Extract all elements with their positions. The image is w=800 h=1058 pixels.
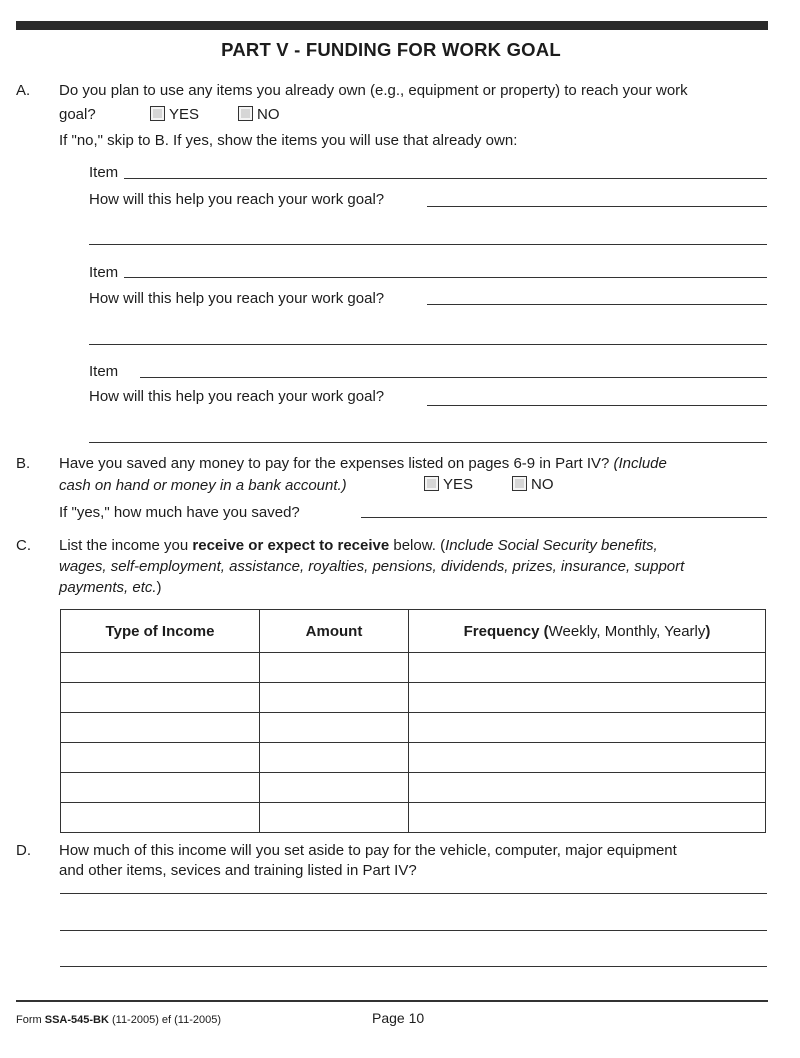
- help-field[interactable]: [427, 405, 767, 406]
- no-checkbox[interactable]: [512, 476, 527, 491]
- amount-cell[interactable]: [260, 743, 409, 773]
- income-table-row: [61, 653, 766, 683]
- amount-cell[interactable]: [260, 713, 409, 743]
- frequency-cell[interactable]: [409, 773, 766, 803]
- yes-checkbox[interactable]: [150, 106, 165, 121]
- section-a-instruction: If "no," skip to B. If yes, show the items you will use that already own:: [59, 132, 518, 149]
- section-b-question-note: (Include: [613, 455, 667, 472]
- section-b-question-text: Have you saved any money to pay for the expenses listed on pages 6-9 in Part IV?: [59, 455, 610, 472]
- section-c-letter: C.: [16, 537, 31, 554]
- header-rule: [16, 21, 768, 30]
- section-b-letter: B.: [16, 455, 31, 472]
- item-field[interactable]: [140, 377, 767, 378]
- section-c-text: List the income you: [59, 537, 193, 554]
- section-b-followup: If "yes," how much have you saved?: [59, 504, 300, 521]
- section-d-letter: D.: [16, 842, 31, 859]
- form-prefix: Form: [16, 1014, 45, 1026]
- income-type-cell[interactable]: [61, 683, 260, 713]
- amount-saved-field[interactable]: [361, 517, 767, 518]
- yes-checkbox[interactable]: [424, 476, 439, 491]
- income-table-row: [61, 713, 766, 743]
- col-frequency-label: Frequency (: [463, 622, 549, 640]
- yes-label: YES: [443, 476, 474, 493]
- section-a-question-line1: Do you plan to use any items you already own (e.g., equipment or property) to reach your work: [59, 82, 688, 99]
- income-type-cell[interactable]: [61, 743, 260, 773]
- section-c-line3: [59, 577, 162, 598]
- answer-line[interactable]: [60, 966, 767, 967]
- item-field[interactable]: [124, 178, 767, 179]
- page-title: PART V - FUNDING FOR WORK GOAL: [221, 39, 561, 60]
- income-type-cell[interactable]: [61, 803, 260, 833]
- section-c-line2: wages, self-employment, assistance, royalties, pensions, dividends, prizes, insurance, support: [59, 558, 685, 575]
- section-b-question-line2: cash on hand or money in a bank account.): [59, 477, 347, 494]
- frequency-cell[interactable]: [409, 713, 766, 743]
- income-table-body: [61, 653, 766, 833]
- amount-cell[interactable]: [260, 773, 409, 803]
- col-frequency-close: ): [705, 622, 711, 640]
- help-field[interactable]: [427, 304, 767, 305]
- col-type-of-income: Type of Income: [61, 610, 260, 653]
- answer-line[interactable]: [60, 893, 767, 894]
- item-field[interactable]: [124, 277, 767, 278]
- help-label: How will this help you reach your work goal?: [89, 290, 385, 307]
- help-field[interactable]: [427, 206, 767, 207]
- section-b-question-line1: [59, 453, 667, 474]
- income-table-row: [61, 683, 766, 713]
- help-field-continued[interactable]: [89, 442, 767, 443]
- page-number: Page 10: [372, 1010, 425, 1026]
- section-c-text: ): [156, 579, 162, 596]
- form-revision: (11-2005) ef (11-2005): [108, 1014, 222, 1026]
- income-table: [60, 609, 766, 833]
- income-type-cell[interactable]: [61, 713, 260, 743]
- section-a-yes-option[interactable]: [150, 104, 199, 125]
- section-d-question-line1: How much of this income will you set aside to pay for the vehicle, computer, major equipment: [59, 842, 677, 859]
- help-field-continued[interactable]: [89, 244, 767, 245]
- section-d-question-line2: and other items, sevices and training listed in Part IV?: [59, 862, 417, 879]
- form-number: [16, 1014, 221, 1026]
- section-c-text: below. (: [389, 537, 446, 554]
- no-checkbox[interactable]: [238, 106, 253, 121]
- item-label: Item: [89, 164, 119, 181]
- income-table-row: [61, 773, 766, 803]
- amount-cell[interactable]: [260, 653, 409, 683]
- section-c-note: Include Social Security benefits,: [445, 537, 658, 554]
- form-id: SSA-545-BK: [44, 1014, 109, 1026]
- item-label: Item: [89, 363, 119, 380]
- income-type-cell[interactable]: [61, 773, 260, 803]
- section-b-yes-option[interactable]: [424, 474, 473, 495]
- frequency-cell[interactable]: [409, 683, 766, 713]
- answer-line[interactable]: [60, 930, 767, 931]
- section-c-line1: [59, 535, 658, 556]
- amount-cell[interactable]: [260, 683, 409, 713]
- amount-cell[interactable]: [260, 803, 409, 833]
- col-frequency: [409, 610, 766, 653]
- section-b-no-option[interactable]: [512, 474, 554, 495]
- section-a-question-line2: goal?: [59, 106, 96, 123]
- income-type-cell[interactable]: [61, 653, 260, 683]
- income-table-header: [61, 610, 766, 653]
- income-table-row: [61, 743, 766, 773]
- section-c-note: payments, etc.: [59, 579, 157, 596]
- help-field-continued[interactable]: [89, 344, 767, 345]
- no-label: NO: [531, 476, 554, 493]
- col-amount: Amount: [260, 610, 409, 653]
- help-label: How will this help you reach your work goal?: [89, 191, 385, 208]
- help-label: How will this help you reach your work goal?: [89, 388, 385, 405]
- section-a-no-option[interactable]: [238, 104, 280, 125]
- frequency-cell[interactable]: [409, 803, 766, 833]
- item-label: Item: [89, 264, 119, 281]
- frequency-cell[interactable]: [409, 653, 766, 683]
- section-c-emphasis: receive or expect to receive: [192, 537, 390, 554]
- income-table-row: [61, 803, 766, 833]
- section-a-letter: A.: [16, 82, 31, 99]
- col-frequency-options: Weekly, Monthly, Yearly: [548, 622, 706, 640]
- no-label: NO: [257, 106, 280, 123]
- yes-label: YES: [169, 106, 200, 123]
- frequency-cell[interactable]: [409, 743, 766, 773]
- footer-rule: [16, 1000, 768, 1002]
